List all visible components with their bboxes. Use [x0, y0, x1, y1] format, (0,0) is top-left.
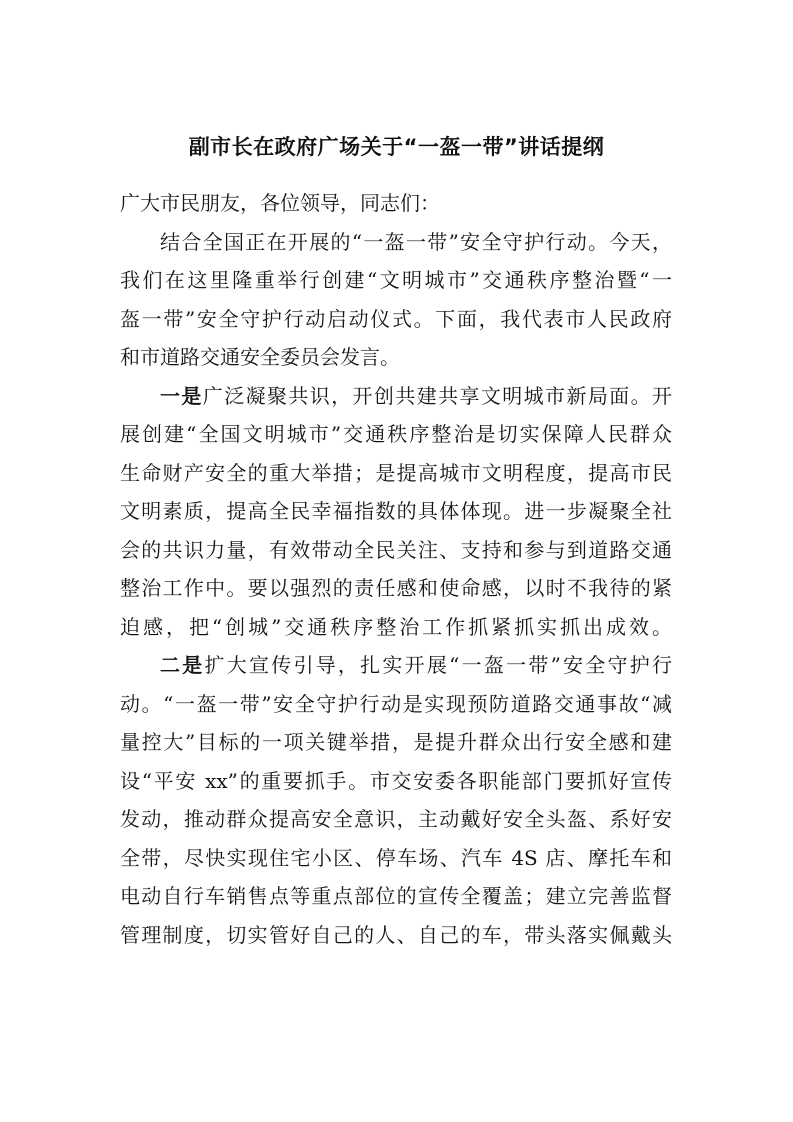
- body-line: 迫感，把“创城”交通秩序整治工作抓紧抓实抓出成效。: [120, 614, 672, 639]
- body-line: 结合全国正在开展的“一盔一带”安全守护行动。今天，: [160, 229, 672, 254]
- body-line: 量控大”目标的一项关键举措，是提升群众出行安全感和建: [120, 730, 672, 754]
- point-lead: 一是: [160, 383, 203, 408]
- body-line: 和市道路交通安全委员会发言。: [120, 345, 400, 369]
- body-line: [120, 646, 672, 685]
- body-line-text: 扩大宣传引导，扎实开展“一盔一带”安全守护行: [204, 653, 672, 677]
- body-line: 会的共识力量，有效带动全民关注、支持和参与到道路交通: [120, 537, 672, 562]
- body-line: 电动自行车销售点等重点部位的宣传全覆盖；建立完善监督: [120, 884, 672, 908]
- body-line-text: 广泛凝聚共识，开创共建共享文明城市新局面。开: [202, 383, 673, 408]
- salutation: 广大市民朋友，各位领导，同志们：: [120, 191, 440, 215]
- body-line: [120, 377, 672, 416]
- body-line: 设“平安 xx”的重要抓手。市交安委各职能部门要抓好宣传: [120, 768, 672, 793]
- body-line: 文明素质，提高全民幸福指数的具体体现。进一步凝聚全社: [120, 499, 672, 523]
- body-line: 我们在这里隆重举行创建“文明城市”交通秩序整治暨“一: [120, 268, 672, 292]
- body-line: 发动，推动群众提高安全意识，主动戴好安全头盔、系好安: [120, 807, 672, 831]
- body-line: 盔一带”安全守护行动启动仪式。下面，我代表市人民政府: [120, 306, 672, 331]
- body-line: 动。“一盔一带”安全守护行动是实现预防道路交通事故“减: [120, 691, 672, 716]
- paragraph-opening: [120, 223, 672, 377]
- document-title: 副市长在政府广场关于“一盔一带”讲话提纲: [188, 135, 605, 159]
- document-body: [120, 184, 672, 954]
- paragraph-point-one: [120, 377, 672, 647]
- body-line: 展创建“全国文明城市”交通秩序整治是切实保障人民群众: [120, 422, 672, 446]
- point-lead: 二是: [160, 653, 205, 677]
- body-line: 全带，尽快实现住宅小区、停车场、汽车 4S 店、摩托车和: [120, 845, 672, 870]
- body-line: 生命财产安全的重大举措；是提高城市文明程度，提高市民: [120, 460, 672, 485]
- body-line: 整治工作中。要以强烈的责任感和使命感，以时不我待的紧: [120, 576, 672, 600]
- paragraph-point-two: [120, 646, 672, 954]
- body-line: 管理制度，切实管好自己的人、自己的车，带头落实佩戴头: [120, 922, 672, 947]
